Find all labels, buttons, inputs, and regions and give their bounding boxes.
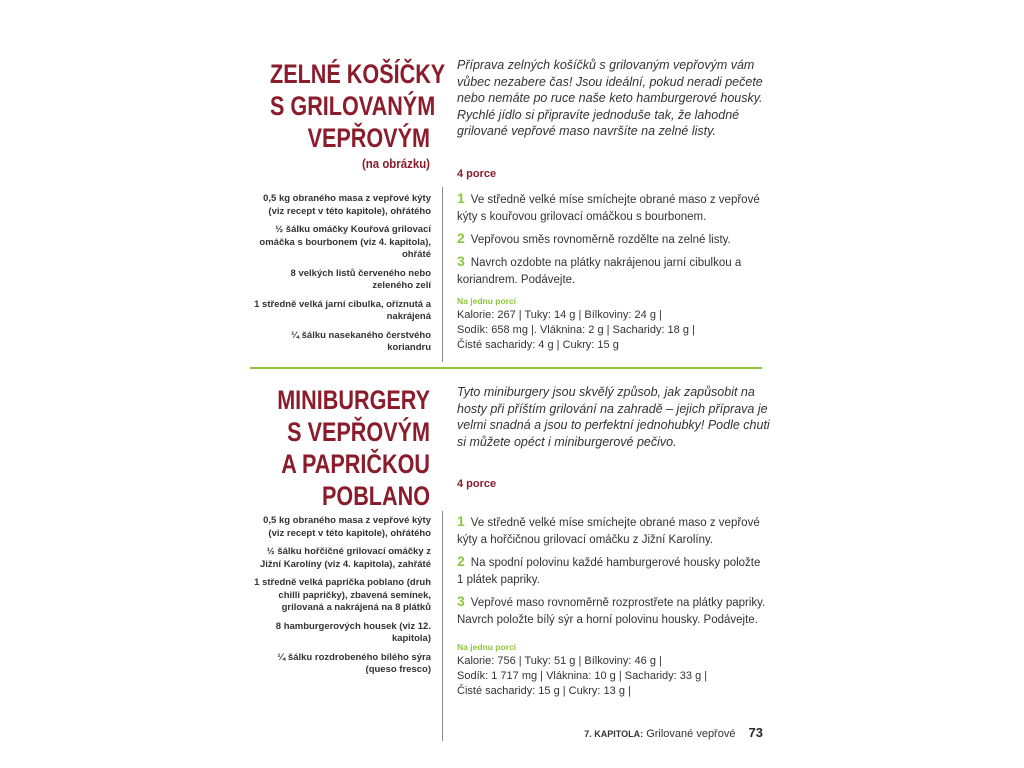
nutrition-label: Na jednu porci xyxy=(457,296,517,306)
step-text: Ve středně velké míse smíchejte obrané maso z vepřové kýty s kouřovou grilovací omáčkou s bourbonem. xyxy=(457,194,760,223)
nutrition-line: Kalorie: 267 | Tuky: 14 g | Bílkoviny: 24 g | xyxy=(457,309,662,321)
step-text: Navrch ozdobte na plátky nakrájenou jarní cibulkou a koriandrem. Podávejte. xyxy=(457,257,742,286)
step-text: Ve středně velké míse smíchejte obrané maso z vepřové kýty a hořčičnou grilovací omáčku z Jižní Karolíny. xyxy=(457,517,760,546)
ingredient-item: 1 středně velká jarní cibulka, oříznutá a nakrájená xyxy=(254,298,431,322)
ingredient-item: 0,5 kg obraného masa z vepřové kýty (viz recept v této kapitole), ohřátého xyxy=(263,193,431,217)
nutrition-label: Na jednu porci xyxy=(457,642,517,652)
recipe-2-ingredients xyxy=(250,515,431,683)
recipe-1-title-line-2: S GRILOVANÝM xyxy=(270,91,436,121)
step-number: 3 xyxy=(457,253,465,269)
step-text: Vepřové maso rovnoměrně rozprostřete na plátky papriky. Navrch položte bílý sýr a horní polovinu housky. Podávejte. xyxy=(457,597,766,626)
recipe-2-nutrition xyxy=(457,642,767,699)
page-number: 73 xyxy=(748,725,763,740)
ingredient-item: 8 velkých listů červeného nebo zeleného zelí xyxy=(290,267,431,291)
recipe-1-title-note: (na obrázku) xyxy=(361,156,430,171)
ingredient-item: 0,5 kg obraného masa z vepřové kýty (viz recept v této kapitole), ohřátého xyxy=(263,515,431,539)
step-item xyxy=(457,553,767,589)
recipe-1-servings: 4 porce xyxy=(457,168,497,180)
column-divider xyxy=(442,187,443,362)
recipe-2-title-line-4: POBLANO xyxy=(322,481,430,511)
recipe-2-title-line-1: MINIBURGERY xyxy=(277,385,430,415)
recipe-1-steps xyxy=(457,190,767,293)
step-text: Na spodní polovinu každé hamburgerové housky položte 1 plátek papriky. xyxy=(457,557,761,586)
recipe-2-steps xyxy=(457,513,767,633)
step-item xyxy=(457,593,767,629)
step-number: 1 xyxy=(457,190,465,206)
recipe-1-title xyxy=(270,58,446,174)
ingredient-item: ¼ šálku nasekaného čerstvého koriandru xyxy=(291,329,431,353)
step-text: Vepřovou směs rovnoměrně rozdělte na zelné listy. xyxy=(470,234,731,246)
recipe-2-title-line-3: A PAPRIČKOU xyxy=(281,449,430,479)
nutrition-line: Sodík: 658 mg |. Vláknina: 2 g | Sacharidy: 18 g | xyxy=(457,324,695,336)
recipe-1-intro: Příprava zelných košíčků s grilovaným vepřovým vám vůbec nezabere čas! Jsou ideální, pokud neradi pečete nebo nemáte po ruce naše keto hamburgerové housky. Rychlé jídlo si připravíte jednoduše tak, že lahodné grilované vepřové maso navršíte na zelné listy. xyxy=(457,58,763,138)
step-item xyxy=(457,253,767,289)
recipe-2-title xyxy=(270,384,430,512)
ingredient-item: ½ šálku hořčičné grilovací omáčky z Jižní Karolíny (viz 4. kapitola), zahřáté xyxy=(259,546,431,570)
chapter-title: Grilované vepřové xyxy=(646,728,736,740)
recipe-2-intro: Tyto miniburgery jsou skvělý způsob, jak zapůsobit na hosty při příštím grilování na zahradě – jejich příprava je velmi snadná a jsou to perfektní jednohubky! Podle chuti si můžete opéct i miniburgerové pečivo. xyxy=(457,385,770,449)
step-number: 2 xyxy=(457,553,465,569)
step-number: 1 xyxy=(457,513,465,529)
chapter-label: 7. KAPITOLA: xyxy=(584,729,644,739)
nutrition-line: Čisté sacharidy: 15 g | Cukry: 13 g | xyxy=(457,685,631,697)
step-number: 2 xyxy=(457,230,465,246)
nutrition-line: Čisté sacharidy: 4 g | Cukry: 15 g xyxy=(457,339,619,351)
recipe-1-ingredients xyxy=(250,193,431,361)
ingredient-item: 8 hamburgerových housek (viz 12. kapitola) xyxy=(275,620,431,644)
nutrition-line: Sodík: 1 717 mg | Vláknina: 10 g | Sacharidy: 33 g | xyxy=(457,670,708,682)
recipe-1-title-line-1: ZELNÉ KOŠÍČKY xyxy=(270,59,446,89)
step-item xyxy=(457,513,767,549)
column-divider xyxy=(442,511,443,741)
ingredient-item: ¼ šálku rozdrobeného bílého sýra (queso fresco) xyxy=(277,651,431,675)
recipe-2-servings: 4 porce xyxy=(457,478,497,490)
step-item xyxy=(457,230,767,249)
nutrition-line: Kalorie: 756 | Tuky: 51 g | Bílkoviny: 46 g | xyxy=(457,655,662,667)
recipe-separator xyxy=(250,367,762,369)
step-number: 3 xyxy=(457,593,465,609)
step-item xyxy=(457,190,767,226)
recipe-2-title-line-2: S VEPŘOVÝM xyxy=(287,417,430,447)
recipe-1-title-line-3: VEPŘOVÝM xyxy=(307,123,430,153)
page-footer xyxy=(584,725,763,740)
ingredient-item: 1 středně velká paprička poblano (druh chilli papričky), zbavená semínek, grilovaná a nakrájená na 8 plátků xyxy=(254,577,431,613)
ingredient-item: ½ šálku omáčky Kouřová grilovací omáčka s bourbonem (viz 4. kapitola), ohřáté xyxy=(259,224,431,260)
recipe-1-nutrition xyxy=(457,296,767,353)
